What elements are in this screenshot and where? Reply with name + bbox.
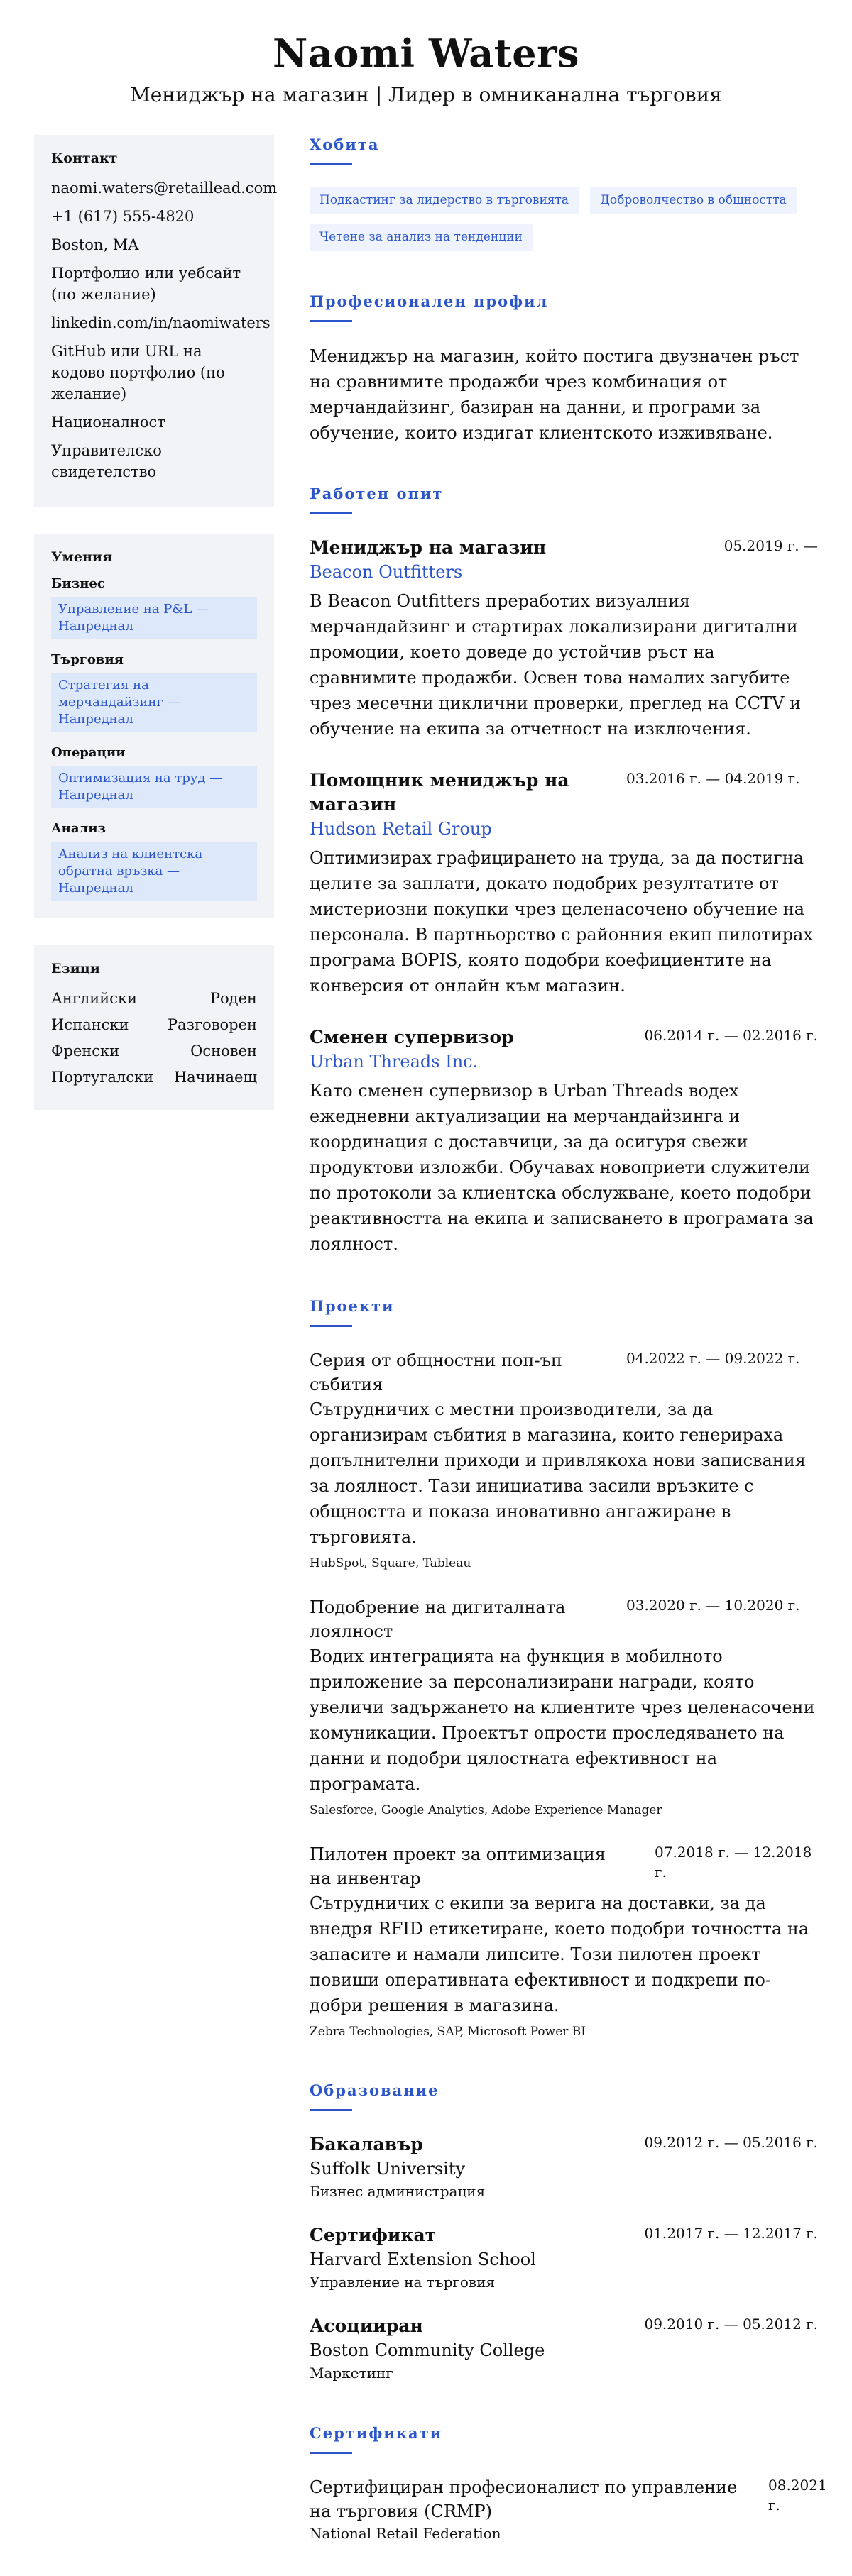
education-dates: 09.2010 г. — 05.2012 г. — [644, 2316, 818, 2333]
language-row — [51, 1040, 257, 1062]
skills-title: Умения — [51, 549, 113, 565]
section-divider — [310, 512, 352, 514]
experience-section — [310, 484, 818, 1257]
contact-github: GitHub или URL на кодово портфолио (по желание) — [51, 343, 225, 402]
section-title: Сертификати — [310, 2424, 443, 2442]
languages-box — [34, 945, 274, 1110]
skill-chip: Управление на P&L — Напреднал — [51, 597, 257, 639]
job-title: Мениджър на магазин — [310, 537, 547, 558]
degree: Бакалавър — [310, 2134, 423, 2154]
section-divider — [310, 163, 352, 165]
skill-group-title: Операции — [51, 745, 126, 760]
education-dates: 01.2017 г. — 12.2017 г. — [644, 2225, 818, 2242]
section-title: Проекти — [310, 1297, 395, 1315]
hobby-list — [310, 187, 818, 251]
field-of-study: Маркетинг — [310, 2365, 393, 2382]
language-level: Разговорен — [167, 1016, 257, 1033]
project-dates: 03.2020 г. — 10.2020 г. — [626, 1597, 800, 1614]
school-name: Boston Community College — [310, 2340, 545, 2360]
language-level: Начинаещ — [173, 1069, 257, 1086]
section-divider — [310, 320, 352, 322]
contact-phone[interactable]: +1 (617) 555-4820 — [51, 208, 195, 225]
contact-nationality: Националност — [51, 414, 165, 431]
main-content — [310, 135, 827, 2570]
contact-title: Контакт — [51, 150, 118, 166]
certification-title: Сертифициран професионалист по управление на търговия (CRMP) — [310, 2477, 738, 2521]
job-dates: 03.2016 г. — 04.2019 г. — [626, 770, 800, 787]
languages-title: Езици — [51, 961, 100, 976]
degree: Асоцииран — [310, 2316, 423, 2336]
job-description: Като сменен супервизор в Urban Threads водех ежедневни актуализации на мерчандайзинга и координация с доставчици, за да осигуря свежи продуктови изложби. Обучавах новоприети служители по протоколи за клиентска обслужване, което подобри реактивността на екипа и записването в програмата за лоялност. — [310, 1081, 814, 1254]
sidebar — [34, 135, 278, 2570]
contact-portfolio: Портфолио или уебсайт (по желание) — [51, 265, 241, 303]
skill-group-title: Бизнес — [51, 576, 105, 591]
hobby-chip: Доброволчество в общността — [590, 187, 797, 214]
school-name: Suffolk University — [310, 2159, 466, 2179]
project-entry — [310, 1842, 818, 2041]
language-name: Испански — [51, 1016, 129, 1033]
education-dates: 09.2012 г. — 05.2016 г. — [644, 2134, 818, 2151]
school-name: Harvard Extension School — [310, 2250, 536, 2269]
project-description: Сътрудничих с екипи за верига на доставки, за да внедря RFID етикетиране, което подобри точността на запасите и намали липсите. Този пилотен проект повиши оперативната ефективност и подкрепи по-добри решения в магазина. — [310, 1893, 809, 2015]
education-entry — [310, 2314, 818, 2384]
contact-location: Boston, MA — [51, 236, 139, 253]
job-description: Оптимизирах графицирането на труда, за да постигна целите за заплати, докато подобрих резултатите от мистериозни покупки чрез целенасочено обучение на персонала. В партньорство с районния екип пилотирах програма BOPIS, която подобри коефициентите на конверсия от онлайн към магазин. — [310, 848, 813, 996]
certifications-section — [310, 2423, 827, 2543]
profile-summary: Мениджър на магазин, който постига двузначен ръст на сравнимите продажби чрез комбинация от мерчандайзинг, базиран на данни, и програми за обучение, които издигат клиентското изживяване. — [310, 346, 799, 443]
skill-group — [51, 745, 257, 808]
company-name: Beacon Outfitters — [310, 562, 463, 582]
section-title: Професионален профил — [310, 292, 549, 310]
field-of-study: Бизнес администрация — [310, 2183, 486, 2200]
education-entry — [310, 2223, 818, 2293]
language-level: Основен — [190, 1042, 257, 1059]
hobby-chip: Подкастинг за лидерство в търговията — [310, 187, 579, 214]
company-name: Urban Threads Inc. — [310, 1052, 479, 1072]
section-title: Хобита — [310, 136, 380, 153]
project-title: Пилотен проект за оптимизация на инвентар — [310, 1844, 606, 1888]
resume-header — [0, 0, 852, 135]
project-tech: HubSpot, Square, Tableau — [310, 1556, 471, 1570]
project-entry — [310, 1348, 818, 1573]
project-entry — [310, 1595, 818, 1820]
project-description: Сътрудничих с местни производители, за да организирам събития в магазина, които генерираха допълнителни приходи и привлякоха нови записвания за лоялност. Тази инициатива засили връзките с общността и показа иновативно ангажиране в търговията. — [310, 1399, 806, 1547]
language-name: Френски — [51, 1042, 120, 1059]
job-dates: 06.2014 г. — 02.2016 г. — [644, 1027, 818, 1044]
project-tech: Zebra Technologies, SAP, Microsoft Power BI — [310, 2025, 586, 2039]
contact-license: Управителско свидетелство — [51, 442, 162, 480]
company-name: Hudson Retail Group — [310, 819, 492, 839]
education-entry — [310, 2132, 818, 2202]
person-name: Naomi Waters — [273, 31, 579, 76]
skill-group — [51, 821, 257, 901]
section-divider — [310, 2109, 352, 2111]
skills-box — [34, 534, 274, 918]
certification-entry — [310, 2475, 827, 2543]
hobby-chip: Четене за анализ на тенденции — [310, 224, 532, 251]
field-of-study: Управление на търговия — [310, 2274, 496, 2291]
experience-entry — [310, 536, 818, 742]
skill-group — [51, 576, 257, 639]
certification-issuer: National Retail Federation — [310, 2525, 501, 2542]
job-title: Сменен супервизор — [310, 1027, 514, 1047]
skill-group-title: Анализ — [51, 821, 106, 836]
education-section — [310, 2081, 818, 2384]
degree: Сертификат — [310, 2225, 437, 2245]
job-title: Помощник мениджър на магазин — [310, 770, 569, 815]
language-name: Английски — [51, 990, 138, 1007]
project-title: Серия от общностни поп-ъп събития — [310, 1350, 562, 1394]
skill-chip: Стратегия на мерчандайзинг — Напреднал — [51, 673, 257, 732]
section-divider — [310, 2452, 352, 2454]
project-title: Подобрение на дигиталната лоялност — [310, 1597, 566, 1641]
resume-body — [0, 135, 852, 2570]
certification-date: 08.2021 г. — [768, 2477, 827, 2514]
language-row — [51, 1014, 257, 1035]
section-divider — [310, 1325, 352, 1327]
experience-entry — [310, 769, 818, 998]
language-name: Португалски — [51, 1069, 154, 1086]
projects-section — [310, 1297, 818, 2041]
language-row — [51, 988, 257, 1009]
skill-group-title: Търговия — [51, 652, 124, 667]
project-description: Водих интеграцията на функция в мобилното приложение за персонализирани награди, която увеличи задържането на клиентите чрез целенасочени комуникации. Проектът опрости проследяването на данни и подобри цялостната ефективност на програмата. — [310, 1646, 815, 1794]
language-row — [51, 1067, 257, 1088]
contact-box — [34, 135, 278, 507]
headline: Мениджър на магазин | Лидер в омниканална търговия — [130, 83, 722, 106]
skill-chip: Оптимизация на труд — Напреднал — [51, 766, 257, 808]
section-title: Образование — [310, 2081, 439, 2099]
project-dates: 07.2018 г. — 12.2018 г. — [655, 1844, 812, 1881]
skill-group — [51, 652, 257, 732]
language-level: Роден — [209, 990, 257, 1007]
profile-section — [310, 292, 818, 446]
skill-chip: Анализ на клиентска обратна връзка — Напреднал — [51, 842, 257, 901]
project-dates: 04.2022 г. — 09.2022 г. — [626, 1350, 800, 1367]
job-dates: 05.2019 г. — — [723, 537, 818, 554]
project-tech: Salesforce, Google Analytics, Adobe Experience Manager — [310, 1803, 662, 1817]
contact-linkedin[interactable]: linkedin.com/in/naomiwaters — [51, 314, 271, 331]
contact-email[interactable]: naomi.waters@retaillead.com — [51, 180, 278, 197]
section-title: Работен опит — [310, 485, 444, 502]
experience-entry — [310, 1025, 818, 1257]
job-description: В Beacon Outfitters преработих визуалния мерчандайзинг и стартирах локализирани дигитални промоции, което доведе до устойчив ръст на сравнимите продажби. Освен това намалих загубите чрез месечни циклични проверки, преглед на CCTV и обучение на екипа за отчетност на изключения. — [310, 591, 802, 739]
hobbies-section — [310, 135, 818, 251]
